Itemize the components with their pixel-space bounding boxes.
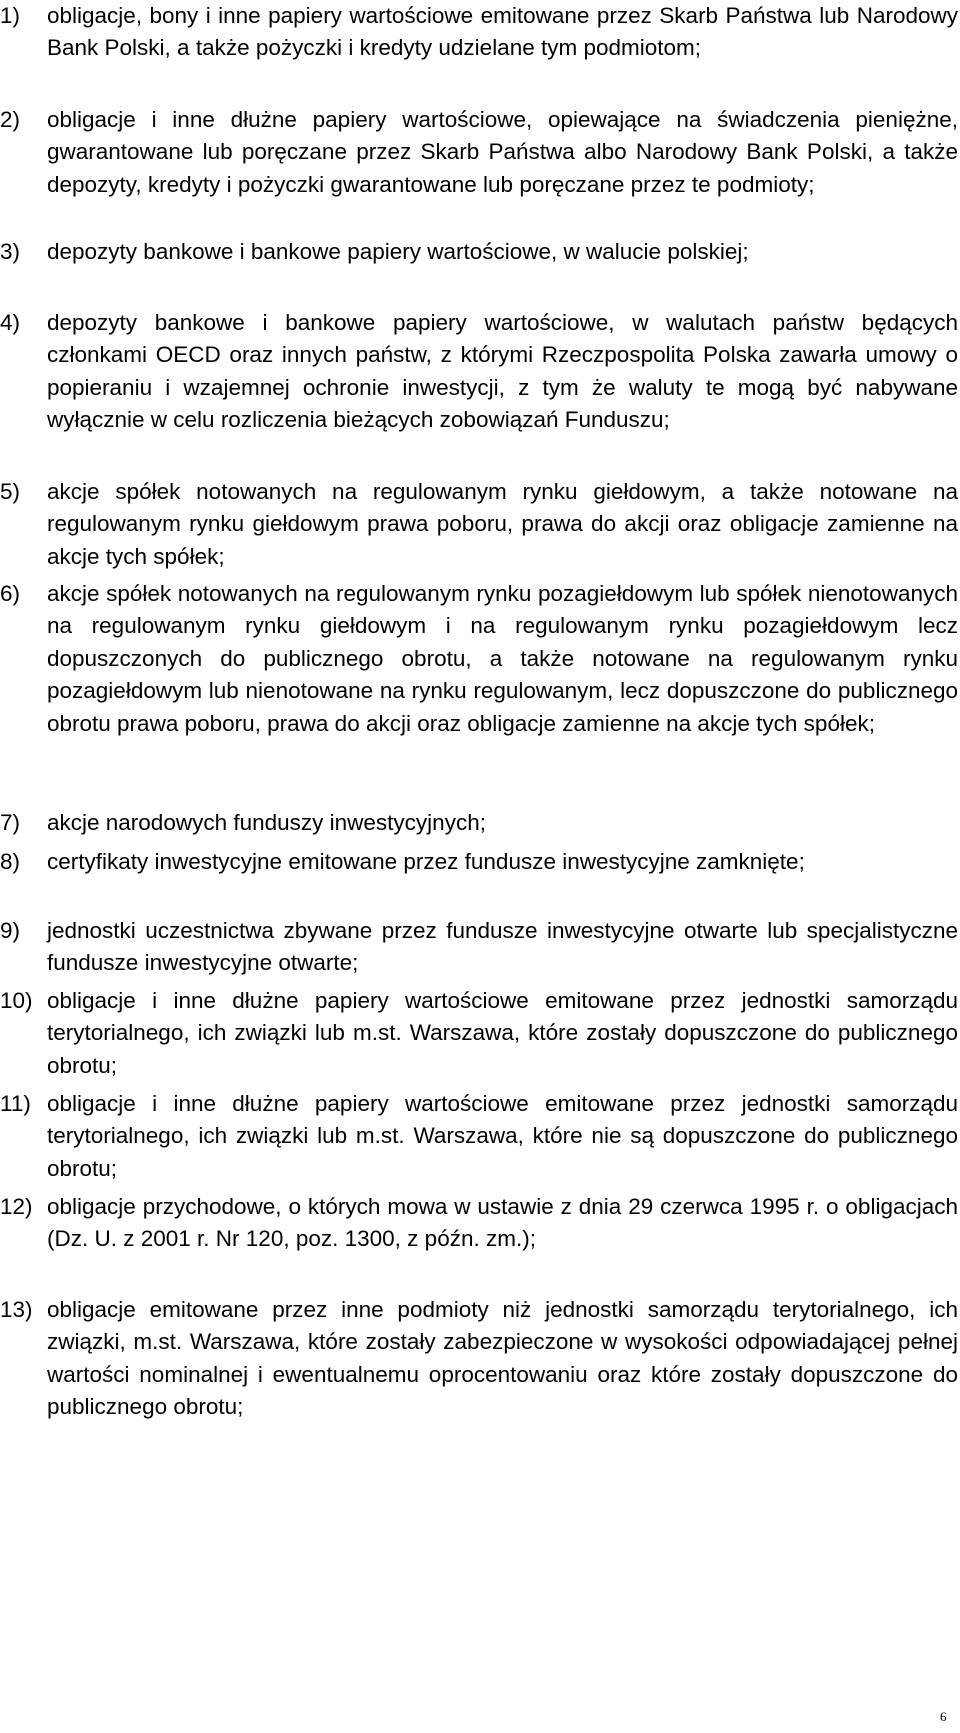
list-item-number: 6): [0, 581, 21, 606]
list-item: [0, 307, 958, 437]
list-item-number: 2): [0, 107, 21, 132]
list-item-text: akcje spółek notowanych na regulowanym rynku pozagiełdowym lub spółek nienotowanych na regulowanym rynku giełdowym i na regulowanym rynku pozagiełdowym lecz dopuszczonych do publicznego obrotu, a także notowane na regulowanym rynku pozagiełdowym lub nienotowane na rynku regulowanym, lecz dopuszczone do publicznego obrotu prawa poboru, prawa do akcji oraz obligacje zamienne na akcje tych spółek;: [47, 581, 958, 736]
list-item: [0, 0, 958, 65]
list-item-number: 10): [0, 988, 33, 1013]
list-item-text: depozyty bankowe i bankowe papiery wartościowe, w walucie polskiej;: [47, 239, 749, 264]
list-item: [0, 236, 958, 268]
list-item: [0, 1191, 958, 1256]
list-item: [0, 104, 958, 201]
page-number: 6: [940, 1709, 947, 1724]
list-item-number: 3): [0, 239, 21, 264]
list-item: [0, 1294, 958, 1424]
list-item-text: akcje spółek notowanych na regulowanym rynku giełdowym, a także notowane na regulowanym rynku giełdowym prawa poboru, prawa do akcji oraz obligacje zamienne na akcje tych spółek;: [47, 479, 958, 569]
list-item-text: obligacje emitowane przez inne podmioty niż jednostki samorządu terytorialnego, ich związki, m.st. Warszawa, które zostały zabezpieczone w wysokości odpowiadającej pełnej wartości nominalnej i ewentualnemu oprocentowaniu oraz które zostały dopuszczone do publicznego obrotu;: [47, 1297, 958, 1420]
list-item: [0, 985, 958, 1082]
list-item-number: 7): [0, 810, 21, 835]
list-item-text: obligacje i inne dłużne papiery wartościowe, opiewające na świadczenia pieniężne, gwarantowane lub poręczane przez Skarb Państwa albo Narodowy Bank Polski, a także depozyty, kredyty i pożyczki gwarantowane lub poręczane przez te podmioty;: [47, 107, 958, 197]
list-item-number: 11): [0, 1091, 31, 1116]
list-item-number: 12): [0, 1194, 33, 1219]
list-item: [0, 476, 958, 573]
list-item-text: obligacje i inne dłużne papiery wartościowe emitowane przez jednostki samorządu terytorialnego, ich związki lub m.st. Warszawa, które nie są dopuszczone do publicznego obrotu;: [47, 1091, 958, 1181]
list-item-number: 9): [0, 918, 21, 943]
list-item-text: jednostki uczestnictwa zbywane przez fundusze inwestycyjne otwarte lub specjalistyczne fundusze inwestycyjne otwarte;: [47, 918, 958, 976]
list-item-text: akcje narodowych funduszy inwestycyjnych;: [47, 810, 486, 835]
list-item: [0, 915, 958, 980]
list-item: [0, 578, 958, 740]
list-item: [0, 1088, 958, 1185]
list-item-text: obligacje i inne dłużne papiery wartościowe emitowane przez jednostki samorządu terytorialnego, ich związki lub m.st. Warszawa, które zostały dopuszczone do publicznego obrotu;: [47, 988, 958, 1078]
list-item: [0, 807, 958, 839]
list-item-text: depozyty bankowe i bankowe papiery wartościowe, w walutach państw będących członkami OECD oraz innych państw, z którymi Rzeczpospolita Polska zawarła umowy o popieraniu i wzajemnej ochronie inwestycji, z tym że waluty te mogą być nabywane wyłącznie w celu rozliczenia bieżących zobowiązań Funduszu;: [47, 310, 958, 433]
list-item-number: 8): [0, 849, 21, 874]
list-item-text: obligacje przychodowe, o których mowa w ustawie z dnia 29 czerwca 1995 r. o obligacjach (Dz. U. z 2001 r. Nr 120, poz. 1300, z późn. zm.);: [47, 1194, 958, 1252]
list-item-number: 1): [0, 3, 21, 28]
list-item-text: certyfikaty inwestycyjne emitowane przez fundusze inwestycyjne zamknięte;: [47, 849, 805, 874]
list-item-text: obligacje, bony i inne papiery wartościowe emitowane przez Skarb Państwa lub Narodowy Bank Polski, a także pożyczki i kredyty udzielane tym podmiotom;: [47, 3, 958, 61]
list-item: [0, 846, 958, 878]
list-item-number: 13): [0, 1297, 33, 1322]
list-item-number: 5): [0, 479, 21, 504]
list-item-number: 4): [0, 310, 21, 335]
